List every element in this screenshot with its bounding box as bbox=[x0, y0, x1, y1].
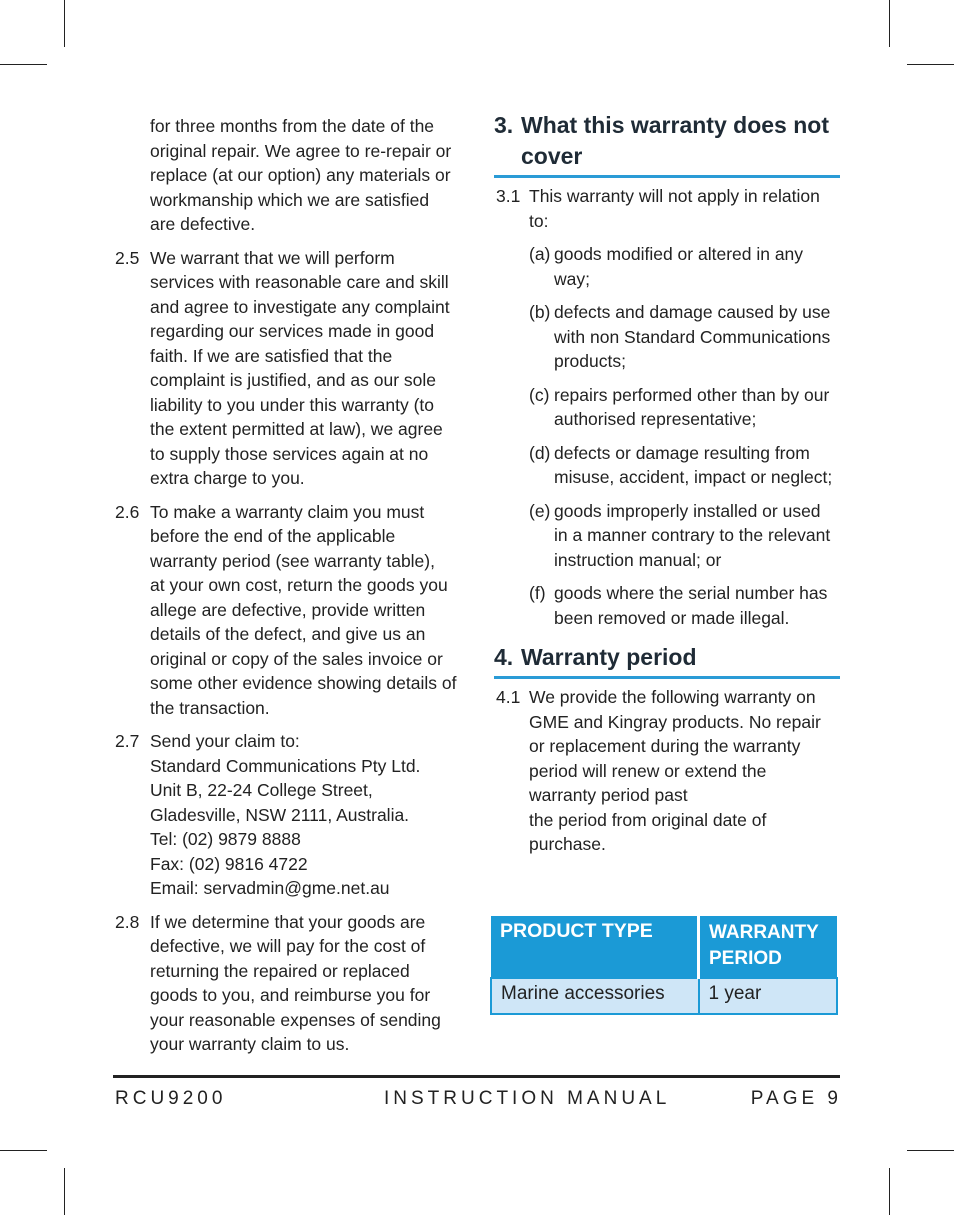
warranty-table bbox=[490, 916, 838, 1015]
list-item: (a) goods modified or altered in any way; bbox=[529, 244, 804, 289]
table-header-cell: PRODUCT TYPE bbox=[491, 916, 699, 978]
table-header-row bbox=[491, 916, 837, 978]
left-column bbox=[113, 114, 465, 1066]
crop-mark bbox=[889, 1168, 890, 1215]
clause-number: 2.5 bbox=[115, 247, 140, 268]
list-item: (b) defects and damage caused by use with non Standard Communications products; bbox=[529, 302, 831, 371]
crop-mark bbox=[889, 0, 890, 47]
paragraph-3-1: 3.1 This warranty will not apply in relation to: bbox=[496, 186, 820, 231]
table-row bbox=[491, 978, 837, 1014]
paragraph-2-5: 2.5 We warrant that we will perform services with reasonable care and skill and agree to investigate any complaint regarding our services made in good faith. If we are satisfied that the complaint is justified, and as our sole liability to you under this warranty (to the extent permitted at law), we agree to supply those services again at no extra charge to you. bbox=[115, 247, 450, 488]
clause-number: 3.1 bbox=[496, 186, 521, 206]
table-cell: Marine accessories bbox=[491, 978, 699, 1014]
clause-number: 2.7 bbox=[115, 731, 140, 751]
footer-title: INSTRUCTION MANUAL bbox=[384, 1088, 671, 1109]
section-3-heading: 3. What this warranty does not cover bbox=[494, 110, 840, 178]
table-cell: 1 year bbox=[699, 978, 838, 1014]
page-footer bbox=[113, 1075, 842, 1109]
crop-mark bbox=[64, 1168, 65, 1215]
crop-mark bbox=[64, 0, 65, 47]
clause-number: 4.1 bbox=[496, 687, 521, 707]
list-item: (f) goods where the serial number has been removed or made illegal. bbox=[529, 583, 828, 628]
section-4-heading: 4. Warranty period bbox=[494, 642, 840, 679]
crop-mark bbox=[907, 64, 954, 65]
list-item: (e) goods improperly installed or used in a manner contrary to the relevant instruction manual; or bbox=[529, 500, 831, 570]
footer-model: RCU9200 bbox=[115, 1088, 227, 1109]
paragraph-2-4-continued: for three months from the date of the original repair. We agree to re-repair or replace (at our option) any materials or workmanship which we are satisfied are defective. bbox=[150, 116, 452, 234]
crop-mark bbox=[0, 1150, 47, 1151]
crop-mark bbox=[907, 1150, 954, 1151]
paragraph-2-6: 2.6 To make a warranty claim you must before the end of the applicable warranty period (see warranty table), at your own cost, return the goods you allege are defective, provide written details of the defect, and give us an original or copy of the sales invoice or some other evidence showing details of the transaction. bbox=[115, 501, 457, 718]
table-header-cell: WARRANTY PERIOD bbox=[699, 916, 838, 978]
right-column bbox=[494, 110, 840, 866]
paragraph-2-7: 2.7 Send your claim to: Standard Communications Pty Ltd. Unit B, 22-24 College Street, Gladesville, NSW 2111, Australia. Tel: (02) 9879 8888 Fax: (02) 9816 4722 Email: servadmin@gme.net.au bbox=[113, 729, 465, 901]
footer-page-number: PAGE 9 bbox=[750, 1088, 842, 1109]
crop-mark bbox=[0, 64, 47, 65]
clause-number: 2.8 bbox=[115, 911, 140, 932]
list-item: (d) defects or damage resulting from misuse, accident, impact or neglect; bbox=[529, 442, 833, 487]
clause-number: 2.6 bbox=[115, 501, 140, 522]
paragraph-2-8: 2.8 If we determine that your goods are defective, we will pay for the cost of returning the repaired or replaced goods to you, and reimburse you for your reasonable expenses of sending your warranty claim to us. bbox=[115, 911, 441, 1054]
paragraph-4-1: 4.1 We provide the following warranty on GME and Kingray products. No repair or replacement during the warranty period will renew or extend the warranty period past the period from original date of purchase. bbox=[496, 687, 821, 854]
email-address[interactable]: Email: servadmin@gme.net.au bbox=[150, 878, 390, 898]
list-item: (c) repairs performed other than by our authorised representative; bbox=[529, 384, 830, 429]
